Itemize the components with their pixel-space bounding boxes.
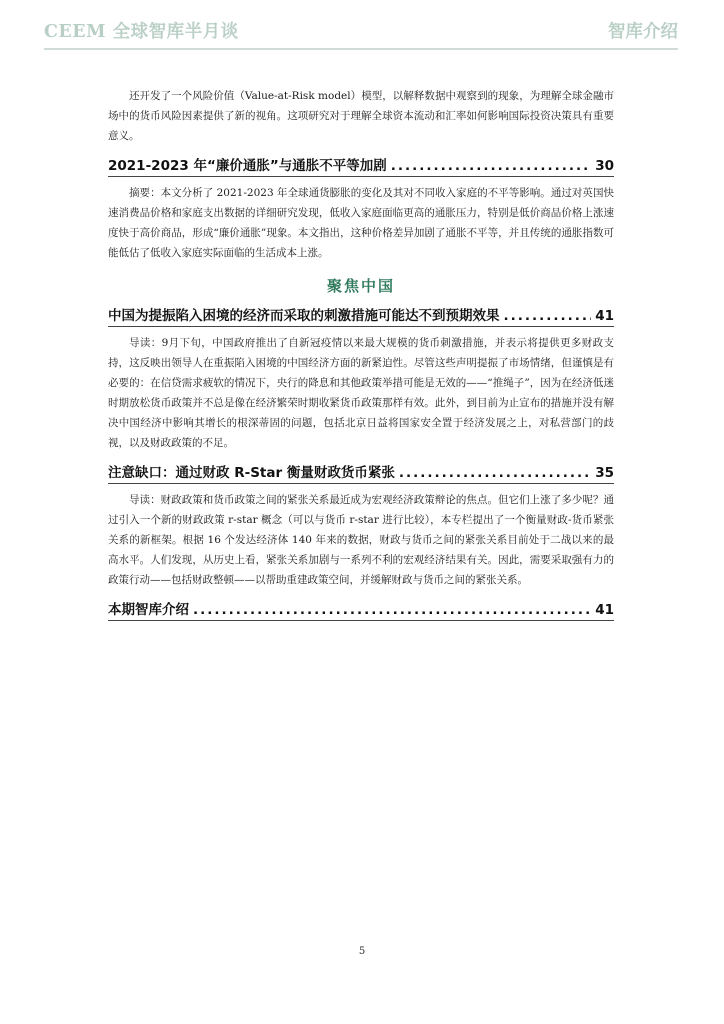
dot-leader [193, 602, 591, 618]
intro-paragraph: 还开发了一个风险价值（Value-at-Risk model）模型，以解释数据中观察到的现象，为理解全球金融市场中的货币风险因素提供了新的视角。这项研究对于理解全球资本流动和汇率如何影响国际投资决策具有重要意义。 [108, 90, 614, 142]
dot-leader [399, 465, 591, 481]
toc-content [108, 86, 614, 627]
toc-entry-page: 35 [595, 465, 614, 481]
toc-entry-cheap-inflation[interactable] [108, 154, 614, 174]
page-number: 5 [358, 946, 366, 957]
toc-entry-fiscal-rstar[interactable] [108, 461, 614, 481]
toc-entry-title: 中国为提振陷入困境的经济而采取的刺激措施可能达不到预期效果 [108, 308, 500, 324]
entry-divider [108, 483, 614, 484]
toc-entry-title: 2021-2023 年“廉价通胀”与通胀不平等加剧 [108, 158, 387, 174]
entry-divider [108, 620, 614, 621]
toc-entry-page: 41 [595, 308, 614, 324]
section-title: 智库介绍 [608, 22, 678, 42]
toc-entry-title: 注意缺口：通过财政 R-Star 衡量财政货币紧张 [108, 465, 395, 481]
toc-entry-page: 41 [595, 602, 614, 618]
toc-entry-summary: 导读：9月下旬，中国政府推出了自新冠疫情以来最大规模的货币刺激措施，并表示将提供更多财政支持，这反映出领导人在重振陷入困境的中国经济方面的新紧迫性。尽管这些声明提振了市场情绪，但谨慎是有必要的：在信贷需求疲软的情况下，央行的降息和其他政策举措可能是无效的——“推绳子”，因为在经济低迷时期放松货币政策并不总是像在经济繁荣时期收紧货币政策那样有效。此外，到目前为止宣布的措施并没有解决中国经济中影响其增长的根深蒂固的问题，包括北京日益将国家安全置于经济发展之上，对私营部门的歧视，以及财政政策的不足。 [108, 337, 614, 449]
publication-title: CEEM 全球智库半月谈 [44, 22, 239, 42]
page-header [0, 0, 724, 60]
toc-entry-china-stimulus[interactable] [108, 304, 614, 324]
entry-divider [108, 326, 614, 327]
header-divider [44, 48, 678, 50]
toc-entry-page: 30 [595, 158, 614, 174]
dot-leader [504, 308, 592, 324]
toc-entry-summary: 导读：财政政策和货币政策之间的紧张关系最近成为宏观经济政策辩论的焦点。但它们上涨了多少呢？通过引入一个新的财政政策 r-star 概念（可以与货币 r-star 进行比较），本专栏提出了一个衡量财政-货币紧张关系的新框架。根据 16 个发达经济体 140 年来的数据，财政与货币之间的紧张关系目前处于二战以来的最高水平。人们发现，从历史上看，紧张关系加剧与一系列不利的宏观经济结果有关。因此，需要采取强有力的政策行动——包括财政整顿——以帮助重建政策空间，并缓解财政与货币之间的紧张关系。 [108, 494, 614, 586]
entry-divider [108, 176, 614, 177]
toc-entry-summary: 摘要：本文分析了 2021-2023 年全球通货膨胀的变化及其对不同收入家庭的不平等影响。通过对英国快速消费品价格和家庭支出数据的详细研究发现，低收入家庭面临更高的通胀压力，特别是低价商品价格上涨速度快于高价商品，形成“廉价通胀”现象。本文指出，这种价格差异加剧了通胀不平等，并且传统的通胀指数可能低估了低收入家庭实际面临的生活成本上涨。 [108, 187, 614, 259]
section-heading-china: 聚焦中国 [326, 277, 395, 295]
toc-entry-title: 本期智库介绍 [108, 602, 189, 618]
toc-entry-think-tank-intro[interactable] [108, 598, 614, 618]
dot-leader [391, 158, 592, 174]
